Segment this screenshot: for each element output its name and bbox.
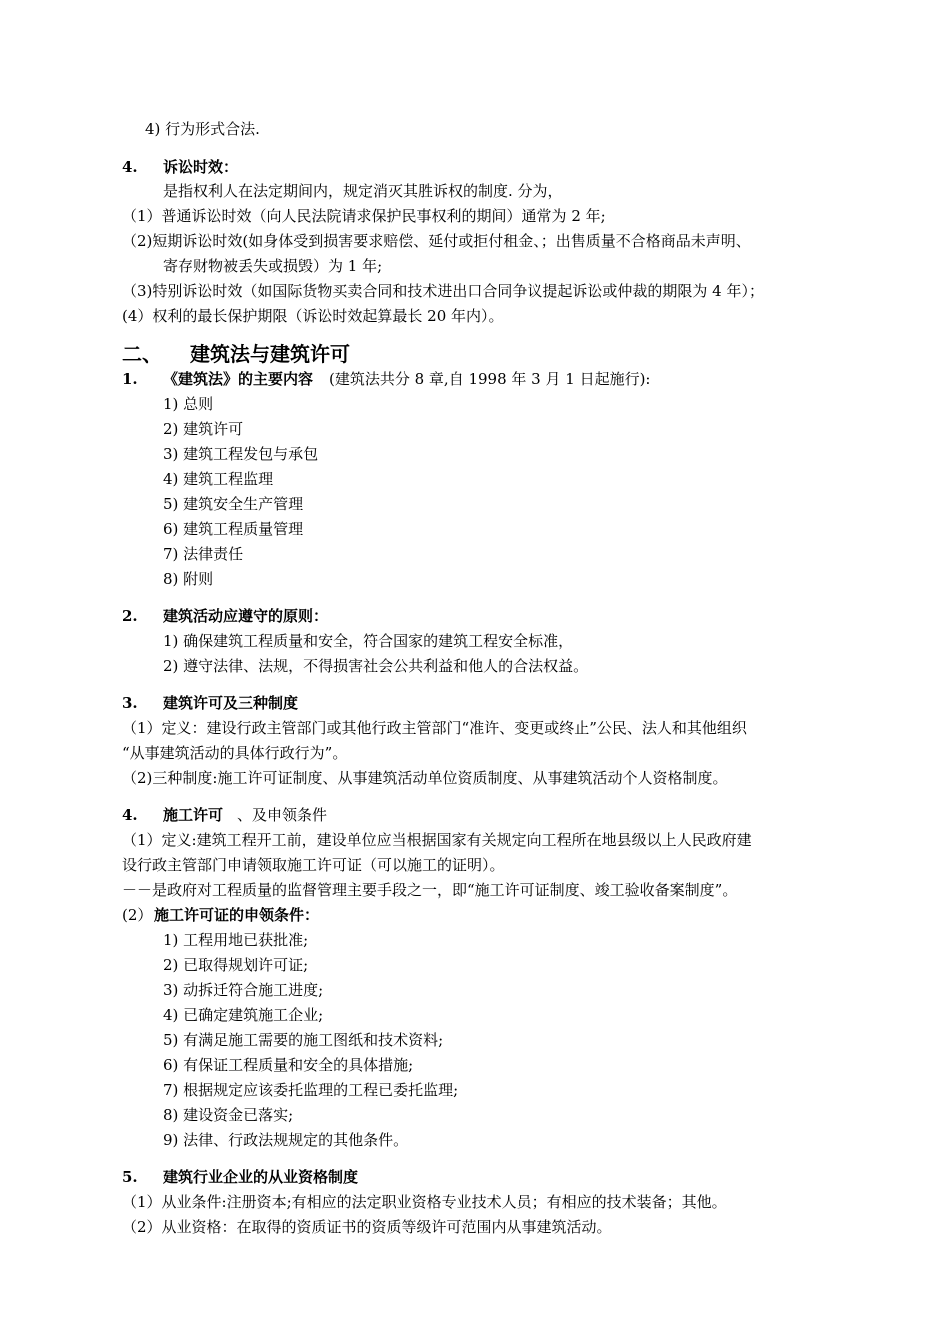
text-line: 7) 法律责任 — [163, 545, 244, 563]
text-line: 是指权利人在法定期间内，规定消灭其胜诉权的制度. 分为， — [163, 182, 563, 200]
text-line: 3) 建筑工程发包与承包 — [163, 445, 319, 463]
text-line: 设行政主管部门申请领取施工许可证（可以施工的证明）。 — [122, 856, 505, 874]
text-line: 《建筑法》的主要内容 — [163, 370, 314, 388]
section-heading: 二、 — [122, 342, 162, 366]
text-line: （2)短期诉讼时效(如身体受到损害要求赔偿、延付或拒付租金、；出售质量不合格商品未声明、 — [122, 232, 751, 250]
text-line: 1) 工程用地已获批准; — [163, 931, 309, 949]
text-line: （1）从业条件:注册资本;有相应的法定职业资格专业技术人员；有相应的技术装备；其他。 — [122, 1193, 727, 1211]
text-line: （3)特别诉讼时效（如国际货物买卖合同和技术进出口合同争议提起诉讼或仲裁的期限为 4 年）； — [122, 282, 764, 300]
text-line: 4) 行为形式合法. — [145, 120, 260, 138]
text-line: （2)三种制度:施工许可证制度、从事建筑活动单位资质制度、从事建筑活动个人资格制度。 — [122, 769, 728, 787]
text-line: 4) 已确定建筑施工企业; — [163, 1006, 324, 1024]
text-line: 3) 动拆迁符合施工进度; — [163, 981, 324, 999]
text-line: 5) 建筑安全生产管理 — [163, 495, 304, 513]
text-line: (建筑法共分 8 章,自 1998 年 3 月 1 日起施行): — [329, 370, 651, 388]
text-line: 3. — [122, 694, 138, 712]
text-line: 5. — [122, 1168, 138, 1186]
text-line: 6) 有保证工程质量和安全的具体措施; — [163, 1056, 414, 1074]
text-line: (4）权利的最长保护期限（诉讼时效起算最长 20 年内）。 — [122, 307, 504, 325]
text-line: 8) 附则 — [163, 570, 214, 588]
text-line: 、及申领条件 — [237, 806, 328, 824]
text-line: 6) 建筑工程质量管理 — [163, 520, 304, 538]
text-line: “从事建筑活动的具体行政行为”。 — [122, 744, 348, 762]
text-line: 4. — [122, 806, 138, 824]
text-line: 4. — [122, 158, 138, 176]
text-line: 1) 总则 — [163, 395, 214, 413]
text-line: 2. — [122, 607, 138, 625]
text-line: －－是政府对工程质量的监督管理主要手段之一，即“施工许可证制度、竣工验收备案制度”。 — [122, 881, 738, 899]
text-line: （1）定义:建筑工程开工前，建设单位应当根据国家有关规定向工程所在地县级以上人民政府建 — [122, 831, 752, 849]
text-line: 7) 根据规定应该委托监理的工程已委托监理; — [163, 1081, 459, 1099]
text-line: （2）从业资格：在取得的资质证书的资质等级许可范围内从事建筑活动。 — [122, 1218, 612, 1236]
text-line: 2) 建筑许可 — [163, 420, 244, 438]
text-line: 9) 法律、行政法规规定的其他条件。 — [163, 1131, 409, 1149]
text-line: 施工许可证的申领条件： — [154, 906, 320, 924]
text-line: 2) 已取得规划许可证; — [163, 956, 309, 974]
text-line: 5) 有满足施工需要的施工图纸和技术资料; — [163, 1031, 444, 1049]
text-line: 4) 建筑工程监理 — [163, 470, 274, 488]
text-line: 8) 建设资金已落实; — [163, 1106, 294, 1124]
text-line: （1）定义：建设行政主管部门或其他行政主管部门“准许、变更或终止”公民、法人和其他组织 — [122, 719, 747, 737]
text-line: 1) 确保建筑工程质量和安全，符合国家的建筑工程安全标准， — [163, 632, 574, 650]
text-line: 建筑许可及三种制度 — [163, 694, 299, 712]
text-line: 2) 遵守法律、法规，不得损害社会公共利益和他人的合法权益。 — [163, 657, 589, 675]
text-line: 寄存财物被丢失或损毁）为 1 年; — [163, 257, 383, 275]
text-line: 施工许可 — [163, 806, 224, 824]
text-line: （1）普通诉讼时效（向人民法院请求保护民事权利的期间）通常为 2 年; — [122, 207, 606, 225]
text-line: (2） — [122, 906, 153, 924]
text-line: 建筑行业企业的从业资格制度 — [163, 1168, 359, 1186]
section-heading: 建筑法与建筑许可 — [190, 342, 350, 366]
text-line: 建筑活动应遵守的原则： — [163, 607, 329, 625]
text-line: 1. — [122, 370, 138, 388]
text-line: 诉讼时效： — [163, 158, 239, 176]
